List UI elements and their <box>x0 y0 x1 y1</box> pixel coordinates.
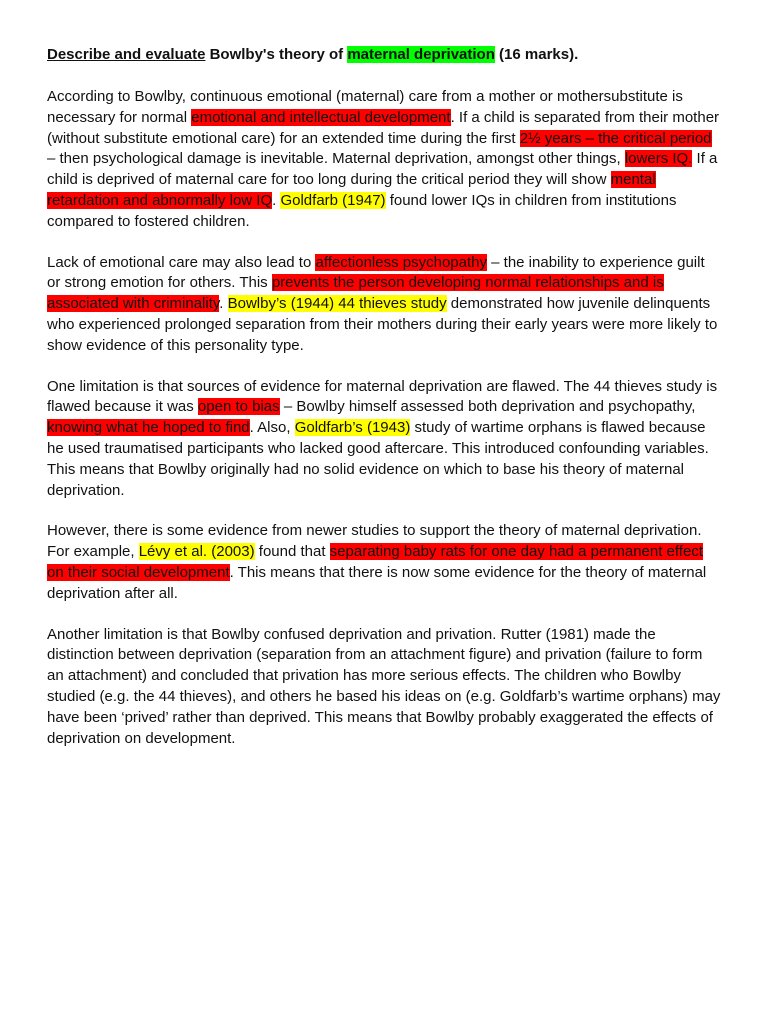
essay-title <box>47 44 722 65</box>
title-text: Bowlby's theory of <box>205 46 348 63</box>
paragraph-text: . <box>219 295 228 313</box>
paragraph <box>47 377 722 502</box>
title-marks: (16 marks). <box>494 46 579 63</box>
paragraph-text: – the inability to experience guilt or strong emotion for others. This <box>47 253 705 292</box>
key-point-highlight: mental retardation and abnormally low IQ <box>47 171 656 209</box>
key-point-highlight: lowers IQ. <box>624 150 693 168</box>
paragraph-text: study of wartime orphans is flawed because he used traumatised participants who lacked good aftercare. This introduced confounding variables. This means that Bowlby originally had no solid evidence on which to base his theory of maternal deprivation. <box>47 419 709 499</box>
paragraph-text: . This means that there is now some evidence for the theory of maternal deprivation after all. <box>47 563 707 602</box>
study-citation-highlight: Goldfarb (1947) <box>280 191 386 209</box>
key-point-highlight: knowing what he hoped to find <box>47 419 250 437</box>
paragraph-text: One limitation is that sources of evidence for maternal deprivation are flawed. The 44 thieves study is flawed because it was <box>47 377 718 416</box>
paragraph-text: . <box>272 191 281 209</box>
study-citation-highlight: Bowlby’s (1944) 44 thieves study <box>227 295 447 313</box>
paragraph <box>47 521 722 604</box>
paragraph <box>47 625 722 750</box>
paragraph-text: Another limitation is that Bowlby confused deprivation and privation. Rutter (1981) made the distinction between deprivation (separation from an attachment figure) and privation (failure to form an attachment) and concluded that privation has more serious effects. The children who Bowlby studied (e.g. the 44 thieves), and others he based his ideas on (e.g. Goldfarb’s wartime orphans) may have been ‘prived’ rather than deprived. This means that Bowlby probably exaggerated the effects of deprivation on development. <box>47 625 721 747</box>
paragraph-text: . If a child is separated from their mother (without substitute emotional care) for an extended time during the first <box>47 108 720 147</box>
key-point-highlight: prevents the person developing normal relationships and is associated with criminality <box>47 274 664 313</box>
title-highlight: maternal deprivation <box>347 46 495 63</box>
paragraph-text: demonstrated how juvenile delinquents who experienced prolonged separation from their mothers during their early years were more likely to show evidence of this personality type. <box>47 295 718 354</box>
paragraph-text: – Bowlby himself assessed both deprivation and psychopathy, <box>279 398 696 416</box>
paragraph-text: found that <box>254 543 330 561</box>
essay-body <box>47 87 722 749</box>
paragraph-text: Lack of emotional care may also lead to <box>47 253 316 271</box>
paragraph-text: According to Bowlby, continuous emotional (maternal) care from a mother or mothersubstitute is necessary for normal <box>47 88 683 126</box>
paragraph-text: If a child is deprived of maternal care for too long during the critical period they will show <box>47 150 718 189</box>
paragraph-text: – then psychological damage is inevitable. Maternal deprivation, amongst other things, <box>47 150 625 168</box>
key-point-highlight: 2½ years – the critical period <box>519 129 712 147</box>
paragraph-text: found lower IQs in children from institutions compared to fostered children. <box>47 191 677 230</box>
title-underlined-text: Describe and evaluate <box>47 46 206 63</box>
key-point-highlight: separating baby rats for one day had a permanent effect on their social development <box>47 543 703 581</box>
paragraph <box>47 87 722 233</box>
study-citation-highlight: Lévy et al. (2003) <box>138 543 255 561</box>
key-point-highlight: affectionless psychopathy <box>315 253 487 271</box>
key-point-highlight: open to bias <box>197 398 280 416</box>
paragraph-text: However, there is some evidence from newer studies to support the theory of maternal deprivation. For example, <box>47 522 702 561</box>
study-citation-highlight: Goldfarb’s (1943) <box>294 419 411 437</box>
paragraph <box>47 253 722 357</box>
key-point-highlight: emotional and intellectual development <box>191 108 451 126</box>
paragraph-text: . Also, <box>249 419 295 437</box>
